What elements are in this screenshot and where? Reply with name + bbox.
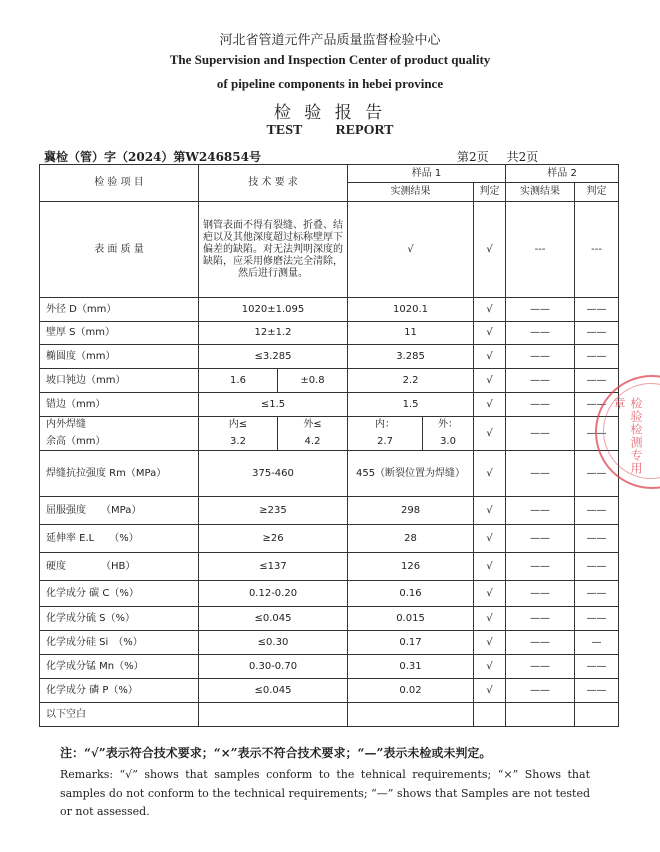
row-carbon-requirement: 0.12-0.20 [199, 581, 348, 607]
row-bevel-requirement-a: 1.6 [199, 369, 278, 393]
table-row [40, 631, 619, 655]
row-oval-s2-judge: —— [575, 345, 619, 369]
row-weld-tensile-s2-result: —— [506, 451, 575, 497]
header-s2-judgement: 判定 [575, 183, 619, 202]
row-wall-s2-result: —— [506, 322, 575, 345]
remarks [60, 744, 590, 822]
center-name-en-line2: of pipeline components in hebei province [216, 76, 444, 91]
row-weld-height-s1-judge: √ [474, 417, 506, 451]
row-carbon-s1-result: 0.16 [348, 581, 474, 607]
row-elong-s2-result: —— [506, 525, 575, 553]
row-oval-item: 椭圆度（mm） [40, 345, 199, 369]
header-item: 检 验 项 目 [40, 165, 199, 202]
row-weld-height-s2-result: —— [506, 417, 575, 451]
row-yield-item: 屈服强度 （MPa） [40, 497, 199, 525]
row-wall-s1-judge: √ [474, 322, 506, 345]
row-phosphorus-s2-result: —— [506, 679, 575, 703]
header-s1-measured: 实测结果 [348, 183, 474, 202]
row-hard-s2-result: —— [506, 553, 575, 581]
table-row [40, 345, 619, 369]
table-row [40, 417, 619, 434]
table-row [40, 393, 619, 417]
row-surface-s1-result: √ [348, 202, 474, 298]
header-s2-measured: 实测结果 [506, 183, 575, 202]
row-manganese-s1-judge: √ [474, 655, 506, 679]
row-misalign-s1-judge: √ [474, 393, 506, 417]
header-requirement: 技 术 要 求 [199, 165, 348, 202]
row-sulfur-s1-judge: √ [474, 607, 506, 631]
row-weld-tensile-requirement: 375-460 [199, 451, 348, 497]
row-phosphorus-s2-judge: —— [575, 679, 619, 703]
row-surface-requirement: 钢管表面不得有裂缝、折叠、结疤以及其他深度超过标称壁厚下偏差的缺陷。对无法判明深度的缺陷，应采用修磨法完全清除，然后进行测量。 [199, 202, 348, 298]
row-manganese-item: 化学成分锰 Mn（%） [40, 655, 199, 679]
row-phosphorus-s1-result: 0.02 [348, 679, 474, 703]
row-yield-requirement: ≥235 [199, 497, 348, 525]
row-blank-item: 以下空白 [40, 703, 199, 727]
row-surface-s2-judge: --- [575, 202, 619, 298]
row-yield-s2-result: —— [506, 497, 575, 525]
row-hard-s1-result: 126 [348, 553, 474, 581]
row-silicon-item: 化学成分硅 Si （%） [40, 631, 199, 655]
table-row [40, 581, 619, 607]
table-row [40, 679, 619, 703]
center-name-en-line1: The Supervision and Inspection Center of product quality [169, 52, 491, 67]
table-row [40, 607, 619, 631]
row-weld-height-res-out-value: 3.0 [423, 434, 474, 451]
header-s1-judgement: 判定 [474, 183, 506, 202]
row-blank-s1-judge [474, 703, 506, 727]
row-misalign-s2-result: —— [506, 393, 575, 417]
table-row [40, 553, 619, 581]
header-sample1: 样品 1 [348, 165, 506, 183]
row-od-s2-judge: —— [575, 298, 619, 322]
row-carbon-s1-judge: √ [474, 581, 506, 607]
row-silicon-s2-result: —— [506, 631, 575, 655]
row-oval-s2-result: —— [506, 345, 575, 369]
row-misalign-requirement: ≤1.5 [199, 393, 348, 417]
row-od-item: 外径 D（mm） [40, 298, 199, 322]
row-weld-height-item-line2: 余高（mm） [40, 434, 199, 451]
row-hard-item: 硬度 （HB） [40, 553, 199, 581]
report-number: 冀检（管）字（2024）第W246854号 [44, 150, 261, 164]
row-blank-requirement [199, 703, 348, 727]
row-weld-height-res-out-label: 外： [423, 417, 474, 434]
row-od-s2-result: —— [506, 298, 575, 322]
row-wall-s1-result: 11 [348, 322, 474, 345]
row-weld-height-res-in-value: 2.7 [348, 434, 423, 451]
row-surface-s1-judge: √ [474, 202, 506, 298]
row-elong-s1-judge: √ [474, 525, 506, 553]
row-phosphorus-item: 化学成分 磷 P（%） [40, 679, 199, 703]
row-weld-height-req-out-label: 外≤ [278, 417, 348, 434]
row-silicon-s2-judge: — [575, 631, 619, 655]
row-weld-tensile-s2-judge: —— [575, 451, 619, 497]
row-oval-s1-judge: √ [474, 345, 506, 369]
row-od-s1-judge: √ [474, 298, 506, 322]
row-yield-s1-judge: √ [474, 497, 506, 525]
test-report-table [39, 164, 619, 727]
table-row [40, 298, 619, 322]
row-weld-height-req-in-value: 3.2 [199, 434, 278, 451]
row-manganese-requirement: 0.30-0.70 [199, 655, 348, 679]
row-manganese-s2-judge: —— [575, 655, 619, 679]
row-yield-s2-judge: —— [575, 497, 619, 525]
table-row [40, 202, 619, 298]
row-sulfur-item: 化学成分硫 S（%） [40, 607, 199, 631]
row-yield-s1-result: 298 [348, 497, 474, 525]
table-row [40, 451, 619, 497]
row-phosphorus-s1-judge: √ [474, 679, 506, 703]
row-bevel-item: 坡口钝边（mm） [40, 369, 199, 393]
row-blank-s1-result [348, 703, 474, 727]
row-misalign-s1-result: 1.5 [348, 393, 474, 417]
row-weld-tensile-item: 焊缝抗拉强度 Rm（MPa） [40, 451, 199, 497]
row-sulfur-s1-result: 0.015 [348, 607, 474, 631]
row-oval-s1-result: 3.285 [348, 345, 474, 369]
row-bevel-requirement-b: ±0.8 [278, 369, 348, 393]
row-silicon-s1-result: 0.17 [348, 631, 474, 655]
row-carbon-item: 化学成分 碳 C（%） [40, 581, 199, 607]
row-weld-height-res-in-label: 内： [348, 417, 423, 434]
row-weld-tensile-s1-result: 455（断裂位置为焊缝） [348, 451, 474, 497]
row-elong-requirement: ≥26 [199, 525, 348, 553]
center-name-cn: 河北省管道元件产品质量监督检验中心 [219, 33, 441, 48]
row-od-s1-result: 1020.1 [348, 298, 474, 322]
row-weld-height-req-in-label: 内≤ [199, 417, 278, 434]
page-number [457, 148, 538, 165]
page-current: 第2页 [457, 150, 489, 164]
row-weld-height-item-line1: 内外焊缝 [40, 417, 199, 434]
row-od-requirement: 1020±1.095 [199, 298, 348, 322]
row-bevel-s2-judge: —— [575, 369, 619, 393]
report-title-en: TEST REPORT [266, 123, 394, 138]
row-surface-s2-result: --- [506, 202, 575, 298]
row-silicon-s1-judge: √ [474, 631, 506, 655]
row-carbon-s2-result: —— [506, 581, 575, 607]
table-row [40, 525, 619, 553]
row-bevel-s1-result: 2.2 [348, 369, 474, 393]
table-row [40, 369, 619, 393]
report-title-cn: 检 验 报 告 [273, 103, 387, 123]
row-weld-height-req-out-value: 4.2 [278, 434, 348, 451]
row-sulfur-s2-judge: —— [575, 607, 619, 631]
row-hard-requirement: ≤137 [199, 553, 348, 581]
row-misalign-item: 错边（mm） [40, 393, 199, 417]
row-phosphorus-requirement: ≤0.045 [199, 679, 348, 703]
table-row [40, 322, 619, 345]
row-carbon-s2-judge: —— [575, 581, 619, 607]
row-elong-s2-judge: —— [575, 525, 619, 553]
table-row [40, 655, 619, 679]
remarks-cn: 注：“√”表示符合技术要求；“×”表示不符合技术要求；“—”表示未检或未判定。 [60, 746, 492, 760]
row-wall-item: 壁厚 S（mm） [40, 322, 199, 345]
row-hard-s2-judge: —— [575, 553, 619, 581]
table-row [40, 497, 619, 525]
row-oval-requirement: ≤3.285 [199, 345, 348, 369]
header-sample2: 样品 2 [506, 165, 619, 183]
row-hard-s1-judge: √ [474, 553, 506, 581]
row-wall-s2-judge: —— [575, 322, 619, 345]
row-blank-s2-judge [575, 703, 619, 727]
row-wall-requirement: 12±1.2 [199, 322, 348, 345]
table-row [40, 703, 619, 727]
official-seal-text: 检验检测专用章 [612, 397, 643, 475]
row-manganese-s2-result: —— [506, 655, 575, 679]
row-weld-tensile-s1-judge: √ [474, 451, 506, 497]
row-sulfur-s2-result: —— [506, 607, 575, 631]
row-elong-s1-result: 28 [348, 525, 474, 553]
row-silicon-requirement: ≤0.30 [199, 631, 348, 655]
row-bevel-s2-result: —— [506, 369, 575, 393]
remarks-en: Remarks: “√” shows that samples conform to the tehnical requirements; “×” Shows that samples do not conform to the technical requirements; “—” shows that Samples are not tested or not assessed. [60, 768, 590, 818]
row-blank-s2-result [506, 703, 575, 727]
row-elong-item: 延伸率 E.L （%） [40, 525, 199, 553]
row-manganese-s1-result: 0.31 [348, 655, 474, 679]
row-sulfur-requirement: ≤0.045 [199, 607, 348, 631]
row-surface-item: 表 面 质 量 [40, 202, 199, 298]
row-bevel-s1-judge: √ [474, 369, 506, 393]
row-misalign-s2-judge: —— [575, 393, 619, 417]
row-weld-height-s2-judge: —— [575, 417, 619, 451]
page-total: 共2页 [506, 150, 539, 164]
